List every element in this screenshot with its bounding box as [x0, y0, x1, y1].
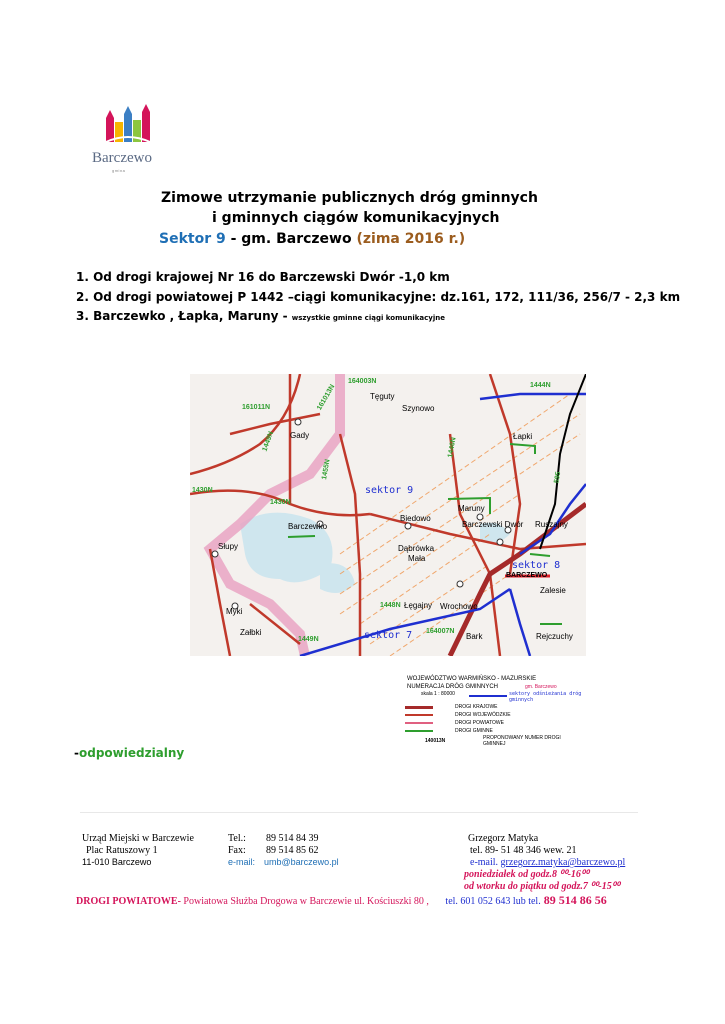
map-label-r1446: 1446N	[447, 436, 458, 459]
map-label-slupy: Słupy	[218, 542, 239, 551]
footer-email[interactable]: umb@barczewo.pl	[264, 857, 339, 867]
map-label-bark: Bark	[466, 632, 483, 641]
legend-line-gminne	[405, 730, 433, 732]
legend-proposed-code: 140013N	[425, 738, 446, 744]
map-label-r1444: 1444N	[530, 382, 551, 389]
map-label-r1455: 1455N	[321, 458, 332, 481]
map-label-r1448: 1448N	[380, 602, 401, 609]
map-label-r1430: 1430N	[192, 487, 213, 494]
footer-fax: 89 514 85 62	[266, 845, 319, 856]
item-3-small: wszystkie gminne ciągi komunikacyjne	[291, 314, 445, 322]
map-label-barczewo: BARCZEWO	[506, 572, 548, 579]
map-label-gady: Gady	[290, 431, 310, 440]
footer-tel-label: Tel.:	[228, 833, 246, 844]
map-label-legajny: Łęgajny	[404, 601, 433, 610]
map-label-sektor7: sektor 7	[364, 630, 413, 641]
footer-email-label: e-mail:	[228, 857, 256, 867]
sector-map	[190, 374, 586, 656]
map-label-barczewski-dwor: Barczewski Dwór	[462, 520, 524, 529]
map-label-lapka: Łapki	[513, 432, 533, 441]
map-label-zalbki: Załbki	[240, 628, 262, 637]
logo	[92, 104, 162, 176]
legend-proposed: PROPONOWANY NUMER DROGI GMINNEJ	[483, 735, 561, 747]
map-legend	[397, 676, 597, 756]
map-label-szynowo: Szynowo	[402, 404, 435, 413]
item-3-main: 3. Barczewko , Łapka, Maruny -	[76, 309, 292, 323]
footer-powiat-label: DROGI POWIATOWE-	[76, 896, 181, 907]
legend-krajowe: DROGI KRAJOWE	[455, 704, 498, 710]
legend-line-krajowe	[405, 706, 433, 709]
item-2: 2. Od drogi powiatowej P 1442 –ciągi komunikacyjne: dz.161, 172, 111/36, 256/7 - 2,3 km	[76, 290, 681, 304]
legend-wojewodzkie: DROGI WOJEWÓDZKIE	[455, 712, 511, 718]
map-label-rejczuchy: Rejczuchy	[536, 632, 573, 641]
footer-person-email[interactable]: grzegorz.matyka@barczewo.pl	[500, 857, 626, 868]
sector-gmina: - gm. Barczewo	[225, 231, 357, 247]
footer-person-email-label: e-mail.	[470, 857, 501, 868]
map-label-barczewko: Barczewko	[288, 522, 328, 531]
legend-title-1: WOJEWÓDZTWO WARMIŃSKO - MAZURSKIE	[407, 676, 537, 682]
legend-title-2: NUMERACJA DRÓG GMINNYCH	[407, 684, 499, 690]
footer-street: Plac Ratuszowy 1	[86, 845, 158, 856]
title-line2: i gminnych ciągów komunikacyjnych	[212, 210, 500, 226]
footer-postal: 11-010 Barczewo	[82, 857, 152, 867]
map-label-r1430b: 1430N	[270, 499, 291, 506]
map-label-r161011: 161011N	[242, 404, 271, 411]
legend-powiatowe: DROGI POWIATOWE	[455, 720, 504, 726]
footer-hours-1: poniedziałek od godz.8 ⁰⁰-16⁰⁰	[464, 869, 589, 880]
map-graphic	[190, 374, 586, 656]
footer-tel: 89 514 84 39	[266, 833, 319, 844]
footer-person: Grzegorz Matyka	[468, 833, 539, 844]
title-line1: Zimowe utrzymanie publicznych dróg gminnych	[161, 190, 538, 206]
footer-divider	[80, 812, 638, 813]
responsible-label	[74, 746, 184, 760]
footer-hours-2: od wtorku do piątku od godz.7 ⁰⁰-15⁰⁰	[464, 881, 620, 892]
item-3	[76, 309, 445, 323]
sector-number: Sektor 9	[159, 231, 226, 247]
map-label-r164003: 164003N	[348, 378, 377, 385]
map-label-sektor9: sektor 9	[365, 485, 414, 496]
footer-fax-label: Fax:	[228, 845, 246, 856]
item-1: 1. Od drogi krajowej Nr 16 do Barczewski Dwór -1,0 km	[76, 270, 450, 284]
map-label-zalesie: Zalesie	[540, 586, 566, 595]
map-label-r1449b: 1449N	[298, 636, 319, 643]
map-label-wrochowo: Wrochowo	[440, 602, 478, 611]
map-label-teguty: Tęguty	[370, 392, 395, 401]
legend-line-wojewodzkie	[405, 714, 433, 716]
legend-line-powiatowe	[405, 722, 433, 724]
map-label-maruny: Maruny	[458, 504, 485, 513]
map-label-r161013: 161013N	[316, 383, 337, 412]
legend-sectors: sektory odśnieżania dróg gminnych	[509, 691, 582, 703]
map-label-r164007: 164007N	[426, 628, 455, 635]
logo-tagline: gmina	[112, 168, 126, 173]
legend-scale: skala 1 : 80000	[421, 691, 455, 697]
map-label-mala: Mała	[408, 554, 426, 563]
footer-person-tel: tel. 89- 51 48 346 wew. 21	[470, 845, 577, 856]
sector-line	[159, 231, 465, 247]
footer-powiat-line	[76, 893, 607, 908]
castle-logo-icon	[102, 104, 162, 148]
footer-powiat-tel2: 89 514 86 56	[540, 893, 607, 907]
map-label-sektor8: sektor 8	[512, 560, 561, 571]
footer-office: Urząd Miejski w Barczewie	[82, 833, 194, 844]
logo-name: Barczewo	[92, 150, 152, 166]
map-label-ruszajny: Ruszajny	[535, 520, 568, 529]
legend-line-sectors	[469, 695, 507, 697]
legend-gminne: DROGI GMINNE	[455, 728, 493, 734]
footer-powiat-tel: tel. 601 052 643 lub tel.	[445, 896, 541, 907]
responsible-text: odpowiedzialny	[78, 746, 185, 760]
sector-season: (zima 2016 r.)	[356, 231, 466, 247]
map-label-myki: Myki	[226, 607, 243, 616]
responsible-dash: -	[74, 746, 79, 760]
footer-person-email-line	[470, 857, 625, 868]
map-label-biedowo: Biedowo	[400, 514, 431, 523]
footer-powiat-text: Powiatowa Służba Drogowa w Barczewie ul. Kościuszki 80 ,	[180, 896, 429, 907]
map-label-r595: 595	[553, 471, 563, 484]
legend-gmina: gm. Barczewo	[525, 684, 557, 690]
map-label-dabrowka: Dąbrówka	[398, 544, 435, 553]
map-label-r1449: 1449N	[261, 430, 276, 453]
